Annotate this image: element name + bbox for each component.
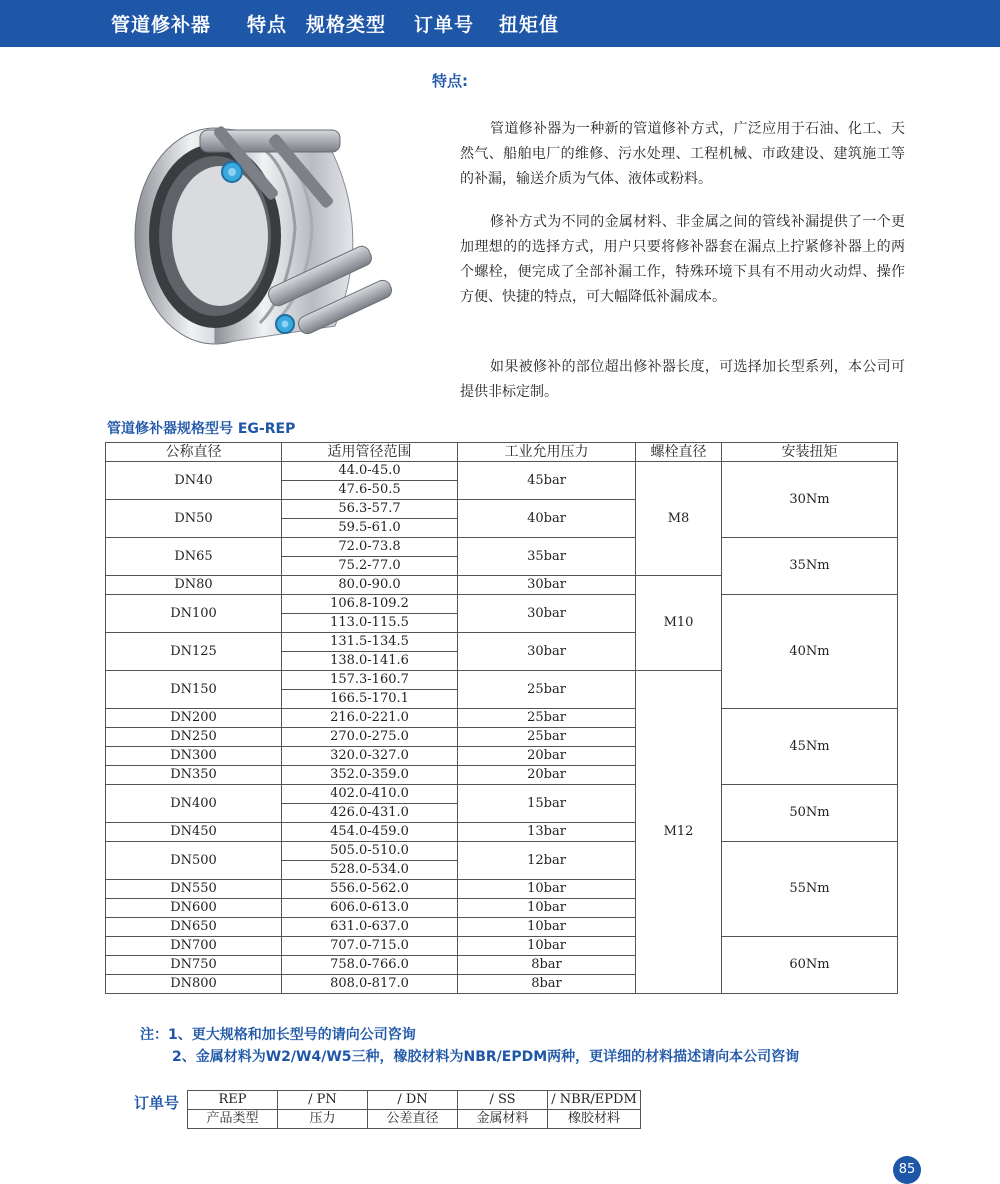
top-nav-bar xyxy=(0,0,1000,47)
pressure-cell: 10bar xyxy=(458,918,636,937)
pressure-cell: 12bar xyxy=(458,842,636,880)
order-meaning-row xyxy=(188,1110,641,1129)
torque-cell: 40Nm xyxy=(722,595,898,709)
pressure-cell: 25bar xyxy=(458,728,636,747)
range-cell: 758.0-766.0 xyxy=(282,956,458,975)
table-row xyxy=(106,538,898,557)
pipe-repair-clamp-image xyxy=(120,108,405,358)
features-paragraph-2: 修补方式为不同的金属材料、非金属之间的管线补漏提供了一个更加理想的的选择方式，用户只要将修补器套在漏点上拧紧修补器上的两个螺栓，便完成了全部补漏工作，特殊环境下具有不用动火动焊、操作方便、快捷的特点，可大幅降低补漏成本。 xyxy=(460,214,905,305)
order-code-table xyxy=(187,1090,641,1129)
order-code-cell: / NBR/EPDM xyxy=(548,1091,641,1110)
note-line-1: 注：1、更大规格和加长型号的请向公司咨询 xyxy=(140,1027,416,1043)
column-header: 安装扭矩 xyxy=(722,443,898,462)
order-meaning-cell: 橡胶材料 xyxy=(548,1110,641,1129)
pressure-cell: 15bar xyxy=(458,785,636,823)
order-code-cell: / PN xyxy=(278,1091,368,1110)
range-cell: 47.6-50.5 xyxy=(282,481,458,500)
torque-cell: 55Nm xyxy=(722,842,898,937)
pressure-cell: 30bar xyxy=(458,595,636,633)
table-row xyxy=(106,462,898,481)
dn-cell: DN350 xyxy=(106,766,282,785)
table-row xyxy=(106,595,898,614)
features-paragraph-1: 管道修补器为一种新的管道修补方式，广泛应用于石油、化工、天然气、船舶电厂的维修、污水处理、工程机械、市政建设、建筑施工等的补漏，输送介质为气体、液体或粉料。 xyxy=(460,121,905,187)
pressure-cell: 10bar xyxy=(458,899,636,918)
range-cell: 426.0-431.0 xyxy=(282,804,458,823)
range-cell: 216.0-221.0 xyxy=(282,709,458,728)
pressure-cell: 30bar xyxy=(458,633,636,671)
features-paragraph-3: 如果被修补的部位超出修补器长度，可选择加长型系列，本公司可提供非标定制。 xyxy=(460,359,905,400)
range-cell: 80.0-90.0 xyxy=(282,576,458,595)
pressure-cell: 25bar xyxy=(458,671,636,709)
dn-cell: DN600 xyxy=(106,899,282,918)
pressure-cell: 30bar xyxy=(458,576,636,595)
torque-cell: 35Nm xyxy=(722,538,898,595)
dn-cell: DN250 xyxy=(106,728,282,747)
note-line-2: 2、金属材料为W2/W4/W5三种，橡胶材料为NBR/EPDM两种，更详细的材料描述请向本公司咨询 xyxy=(172,1049,800,1065)
range-cell: 556.0-562.0 xyxy=(282,880,458,899)
order-code-row xyxy=(188,1091,641,1110)
bolt-cell: M12 xyxy=(636,671,722,994)
order-meaning-cell: 金属材料 xyxy=(458,1110,548,1129)
order-meaning-cell: 压力 xyxy=(278,1110,368,1129)
spec-table xyxy=(105,442,898,994)
pressure-cell: 8bar xyxy=(458,975,636,994)
range-cell: 606.0-613.0 xyxy=(282,899,458,918)
range-cell: 106.8-109.2 xyxy=(282,595,458,614)
range-cell: 505.0-510.0 xyxy=(282,842,458,861)
table-row xyxy=(106,709,898,728)
torque-cell: 60Nm xyxy=(722,937,898,994)
range-cell: 113.0-115.5 xyxy=(282,614,458,633)
range-cell: 131.5-134.5 xyxy=(282,633,458,652)
nav-item-product[interactable]: 管道修补器 xyxy=(111,14,212,36)
dn-cell: DN550 xyxy=(106,880,282,899)
dn-cell: DN450 xyxy=(106,823,282,842)
range-cell: 270.0-275.0 xyxy=(282,728,458,747)
column-header: 适用管径范围 xyxy=(282,443,458,462)
dn-cell: DN65 xyxy=(106,538,282,576)
pressure-cell: 35bar xyxy=(458,538,636,576)
range-cell: 352.0-359.0 xyxy=(282,766,458,785)
order-meaning-cell: 产品类型 xyxy=(188,1110,278,1129)
dn-cell: DN750 xyxy=(106,956,282,975)
range-cell: 56.3-57.7 xyxy=(282,500,458,519)
pressure-cell: 20bar xyxy=(458,747,636,766)
dn-cell: DN300 xyxy=(106,747,282,766)
column-header: 工业允用压力 xyxy=(458,443,636,462)
range-cell: 138.0-141.6 xyxy=(282,652,458,671)
dn-cell: DN80 xyxy=(106,576,282,595)
dn-cell: DN650 xyxy=(106,918,282,937)
bolt-cell: M8 xyxy=(636,462,722,576)
pressure-cell: 40bar xyxy=(458,500,636,538)
torque-cell: 45Nm xyxy=(722,709,898,785)
dn-cell: DN400 xyxy=(106,785,282,823)
dn-cell: DN40 xyxy=(106,462,282,500)
range-cell: 528.0-534.0 xyxy=(282,861,458,880)
column-header: 公称直径 xyxy=(106,443,282,462)
dn-cell: DN100 xyxy=(106,595,282,633)
range-cell: 631.0-637.0 xyxy=(282,918,458,937)
pressure-cell: 25bar xyxy=(458,709,636,728)
dn-cell: DN125 xyxy=(106,633,282,671)
nav-item-order[interactable]: 订单号 xyxy=(414,14,475,36)
range-cell: 75.2-77.0 xyxy=(282,557,458,576)
pressure-cell: 10bar xyxy=(458,880,636,899)
range-cell: 157.3-160.7 xyxy=(282,671,458,690)
dn-cell: DN800 xyxy=(106,975,282,994)
table-row xyxy=(106,842,898,861)
order-code-cell: REP xyxy=(188,1091,278,1110)
range-cell: 59.5-61.0 xyxy=(282,519,458,538)
range-cell: 454.0-459.0 xyxy=(282,823,458,842)
range-cell: 402.0-410.0 xyxy=(282,785,458,804)
nav-item-features[interactable]: 特点 xyxy=(247,14,288,36)
table-header-row xyxy=(106,443,898,462)
dn-cell: DN500 xyxy=(106,842,282,880)
dn-cell: DN200 xyxy=(106,709,282,728)
nav-item-torque[interactable]: 扭矩值 xyxy=(499,14,560,36)
order-code-cell: / DN xyxy=(368,1091,458,1110)
order-code-label: 订单号 xyxy=(134,1094,180,1112)
table-row xyxy=(106,785,898,804)
table-row xyxy=(106,937,898,956)
range-cell: 44.0-45.0 xyxy=(282,462,458,481)
dn-cell: DN700 xyxy=(106,937,282,956)
pressure-cell: 10bar xyxy=(458,937,636,956)
range-cell: 808.0-817.0 xyxy=(282,975,458,994)
range-cell: 707.0-715.0 xyxy=(282,937,458,956)
torque-cell: 30Nm xyxy=(722,462,898,538)
nav-item-specs[interactable]: 规格类型 xyxy=(306,14,387,36)
range-cell: 320.0-327.0 xyxy=(282,747,458,766)
order-code-cell: / SS xyxy=(458,1091,548,1110)
features-title: 特点: xyxy=(432,72,468,90)
pressure-cell: 13bar xyxy=(458,823,636,842)
page-number: 85 xyxy=(893,1156,921,1184)
order-meaning-cell: 公差直径 xyxy=(368,1110,458,1129)
notes xyxy=(140,1024,799,1068)
pressure-cell: 8bar xyxy=(458,956,636,975)
torque-cell: 50Nm xyxy=(722,785,898,842)
dn-cell: DN150 xyxy=(106,671,282,709)
dn-cell: DN50 xyxy=(106,500,282,538)
range-cell: 166.5-170.1 xyxy=(282,690,458,709)
spec-table-title: 管道修补器规格型号 EG-REP xyxy=(107,421,296,437)
pressure-cell: 20bar xyxy=(458,766,636,785)
column-header: 螺栓直径 xyxy=(636,443,722,462)
range-cell: 72.0-73.8 xyxy=(282,538,458,557)
bolt-cell: M10 xyxy=(636,576,722,671)
pressure-cell: 45bar xyxy=(458,462,636,500)
